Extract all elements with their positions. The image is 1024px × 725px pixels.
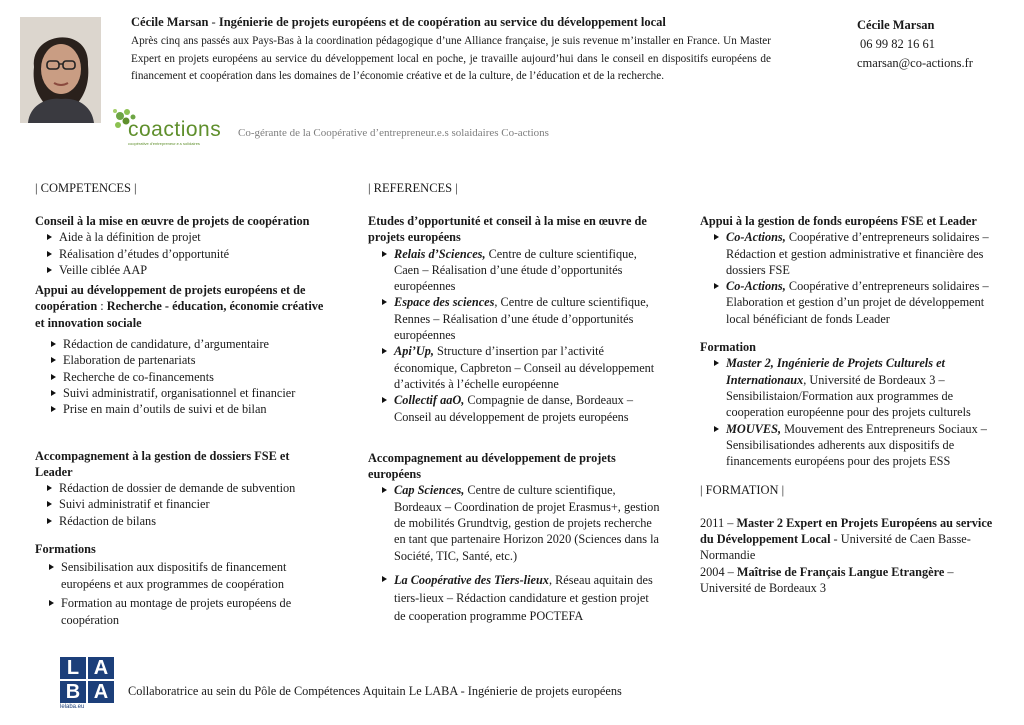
laba-letter: A (88, 681, 114, 703)
reference-desc: Mouvement des Entrepreneurs Sociaux – Sensibilisationdes adherents aux dispositifs de financements européens pour des projets ESS (726, 421, 987, 469)
right-column (700, 213, 995, 596)
list-item (712, 278, 995, 327)
list-item (380, 294, 663, 343)
degree-institution: – Université de Bordeaux 3 (700, 564, 954, 595)
laba-logo (60, 657, 116, 709)
footer-text: Collaboratrice au sein du Pôle de Compétences Aquitain Le LABA - Ingénierie de projets européens (128, 684, 622, 698)
list-item: Suivi administratif, organisationnel et financier (49, 385, 335, 401)
reference-org: Cap Sciences, (394, 483, 465, 498)
list-item (380, 571, 663, 625)
reference-desc: Centre de culture scientifique, Bordeaux – Coordination de projet Erasmus+, gestion de mobilités Grundtvig, gestion de projets recherche en tant que partenaire Horizon 2020 (Sciences dans la Société, TIC, Santé, etc.) (394, 483, 660, 563)
reference-org: Relais d’Sciences, (394, 246, 486, 261)
list-item: Rédaction de candidature, d’argumentaire (49, 336, 335, 352)
etudes-title: Etudes d’opportunité et conseil à la mise en œuvre de projets européens (368, 214, 647, 245)
contact-block (857, 16, 973, 73)
header-separator: - (208, 15, 219, 29)
appui-colon: : (97, 299, 107, 314)
appui-title-part1: Appui au développement de projets européens et de coopération (35, 283, 306, 314)
list-item (712, 229, 995, 278)
laba-letter: A (88, 657, 114, 679)
degree-title: Master 2 Expert en Projets Européens au service du Développement Local (700, 515, 993, 547)
competences-column (35, 213, 335, 629)
degree-year: 2011 – (700, 515, 737, 530)
reference-org: Master 2, Ingénierie de Projets Culturels et Internationaux (726, 356, 945, 387)
formation-subtitle: Formation (700, 340, 757, 355)
reference-desc: Compagnie de danse, Bordeaux – Conseil au développement de projets européens (394, 393, 634, 424)
coactions-logo-text: coactions (128, 118, 222, 141)
list-item (380, 482, 663, 563)
laba-letter: L (60, 657, 86, 679)
degree-item (700, 564, 995, 597)
header-title: Ingénierie de projets européens et de coopération au service du développement local (218, 15, 666, 29)
bio-paragraph: Après cinq ans passés aux Pays-Bas à la coordination pédagogique d’une Alliance française, je suis revenue m’installer en France. Un Master Expert en projets européens au service du développement local en poche, je travaille aujourd’hui dans le conseil en dispositifs européens de financement et coopération dans les domaines de l’économie créative et de la culture, de l’éducation et de la recherche. (131, 35, 771, 82)
reference-desc: , Université de Bordeaux 3 – Sensibilistaion/Formation aux programmes de cooperation européenne pour des projets culturels (726, 372, 971, 420)
formation-heading: | FORMATION | (700, 483, 785, 498)
appui-title-part2: Recherche - éducation, économie créative et innovation sociale (35, 299, 324, 330)
reference-org: Espace des sciences (394, 295, 495, 310)
coactions-role: Co-gérante de la Coopérative d’entrepreneur.e.s solaidaires Co-actions (238, 127, 549, 139)
fse-title: Appui à la gestion de fonds européens FSE et Leader (700, 214, 977, 228)
list-item (380, 246, 663, 295)
reference-org: Co-Actions, (726, 279, 786, 294)
appui-title (35, 282, 335, 331)
formations-title: Formations (35, 542, 96, 557)
list-item: Elaboration de partenariats (49, 352, 335, 368)
list-item: Formation au montage de projets européens de coopération (47, 595, 317, 629)
list-item: Rédaction de dossier de demande de subvention (45, 480, 335, 496)
list-item (712, 421, 995, 470)
references-heading: | REFERENCES | (368, 181, 458, 195)
header-name: Cécile Marsan (131, 15, 209, 29)
list-item: Réalisation d’études d’opportunité (45, 246, 335, 262)
list-item: Veille ciblée AAP (45, 262, 335, 278)
reference-org: Co-Actions, (726, 230, 786, 245)
laba-letter: B (60, 681, 86, 703)
contact-phone[interactable]: 06 99 82 16 61 (860, 37, 935, 51)
degree-year: 2004 – (700, 564, 737, 579)
list-item: Rédaction de bilans (45, 513, 335, 529)
reference-org: MOUVES, (726, 421, 782, 436)
reference-desc: Coopérative d’entrepreneurs solidaires – Rédaction et gestion administrative et financière des dossiers FSE (726, 230, 989, 277)
degree-item (700, 515, 995, 564)
conseil-title: Conseil à la mise en œuvre de projets de coopération (35, 214, 310, 228)
accomp-fse-title: Accompagnement à la gestion de dossiers FSE et Leader (35, 448, 290, 479)
reference-desc: Structure d’insertion par l’activité économique, Capbreton – Conseil au développement d’activités à l’échelle européenne (394, 344, 655, 391)
coactions-logo-sub: coopérative d'entrepreneur.e.s solidaires (128, 141, 200, 146)
competences-heading: | COMPETENCES | (35, 181, 137, 195)
list-item (712, 355, 995, 420)
contact-email[interactable]: cmarsan@co-actions.fr (857, 56, 973, 70)
header-title-line (131, 14, 771, 30)
accomp-dev-title: Accompagnement au développement de projets européens (368, 450, 616, 482)
profile-photo (20, 17, 101, 123)
list-item: Suivi administratif et financier (45, 496, 335, 512)
references-column (368, 213, 663, 625)
reference-org: Collectif aaO, (394, 393, 465, 408)
laba-url: lelaba.eu (60, 704, 85, 710)
reference-desc: , Réseau aquitain des tiers-lieux – Rédaction candidature et gestion projet de cooperation programme POCTEFA (394, 572, 653, 623)
reference-desc: Centre de culture scientifique, Caen – Réalisation d’une étude d’opportunités européennes (394, 246, 637, 294)
list-item: Sensibilisation aux dispositifs de financement européens et aux programmes de coopération (47, 559, 317, 593)
degree-title: Maîtrise de Français Langue Etrangère (736, 564, 945, 579)
coactions-logo (112, 106, 224, 146)
list-item: Aide à la définition de projet (45, 229, 335, 245)
reference-org: La Coopérative des Tiers-lieux (394, 572, 549, 587)
list-item: Recherche de co-financements (49, 369, 335, 385)
reference-desc: Coopérative d’entrepreneurs solidaires – Elaboration et gestion d’un projet de développement local bénéficiant de fonds Leader (726, 279, 989, 326)
list-item (380, 392, 663, 425)
reference-org: Api’Up, (394, 344, 434, 359)
degree-institution: - Université de Caen Basse-Normandie (700, 532, 971, 563)
contact-name: Cécile Marsan (857, 18, 935, 32)
reference-desc: , Centre de culture scientifique, Rennes – Réalisation d’une étude d’opportunités européennes (394, 295, 649, 343)
list-item (380, 343, 663, 392)
list-item: Prise en main d’outils de suivi et de bilan (49, 401, 335, 417)
